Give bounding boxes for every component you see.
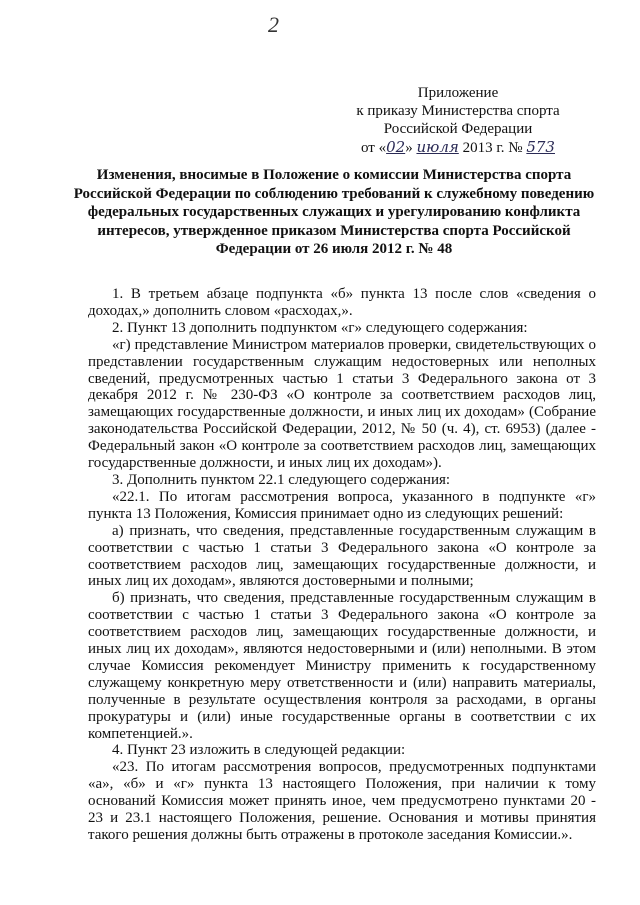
- document-body: [88, 286, 596, 844]
- paragraph-9: «23. По итогам рассмотрения вопросов, предусмотренных подпунктами «а», «б» и «г» пункта 13 настоящего Положения, при наличии к тому оснований Комиссия может принять иное, чем предусмотрено пунктами 20 - 23 и 23.1 настоящего Положения, решение. Основания и мотивы принятия такого решения должны быть отражены в протоколе заседания Комиссии.».: [88, 759, 596, 843]
- date-prefix: от «: [361, 140, 387, 156]
- appendix-line2: к приказу Министерства спорта: [356, 103, 560, 119]
- paragraph-3: «г) представление Министром материалов проверки, свидетельствующих о представлении государственным служащим недостоверных или неполных сведений, предусмотренных частью 1 статьи 3 Федерального закона от 3 декабря 2012 г. № 230-ФЗ «О контроле за соответствием расходов лиц, замещающих государственные должности, и иных лиц их доходам» (Собрание законодательства Российской Федерации, 2012, № 50 (ч. 4), ст. 6953) (далее - Федеральный закон «О контроле за соответствием расходов лиц, замещающих государственные должности, и иных лиц их доходам»).: [88, 336, 596, 472]
- appendix-line1: Приложение: [417, 85, 499, 101]
- handwritten-day: 02: [386, 138, 406, 156]
- paragraph-7: б) признать, что сведения, представленные государственным служащим в соответствии с частью 1 статьи 3 Федерального закона «О контроле за соответствием расходов лиц, замещающих государственные должности, и иных лиц их доходам», являются недостоверными и (или) неполными. В этом случае Комиссия рекомендует Министру применить к государственному служащему конкретную меру ответственности и (или) направить материалы, полученные в результате осуществления контроля за расходами, в органы прокуратуры и (или) иные государственные органы в соответствии с их компетенцией.».: [88, 590, 596, 742]
- paragraph-4: 3. Дополнить пунктом 22.1 следующего содержания:: [112, 471, 451, 488]
- appendix-date-line: [318, 138, 598, 157]
- handwritten-number: 573: [526, 138, 555, 156]
- year-part: 2013 г. №: [462, 140, 523, 156]
- appendix-block: [318, 84, 598, 157]
- date-mid: »: [405, 140, 413, 156]
- paragraph-5: «22.1. По итогам рассмотрения вопроса, указанного в подпункте «г» пункта 13 Положения, Комиссия принимает одно из следующих решений:: [88, 488, 596, 522]
- paragraph-2: 2. Пункт 13 дополнить подпунктом «г» следующего содержания:: [112, 319, 528, 336]
- document-title: Изменения, вносимые в Положение о комиссии Министерства спорта Российской Федерации по соблюдению требований к служебному поведению федеральных государственных служащих и урегулированию конфликта интересов, утвержденное приказом Министерства спорта Российской Федерации от 26 июля 2012 г. № 48: [73, 167, 595, 257]
- handwritten-month: июля: [416, 138, 459, 156]
- paragraph-8: 4. Пункт 23 изложить в следующей редакции:: [112, 742, 406, 759]
- paragraph-6: а) признать, что сведения, представленные государственным служащим в соответствии с частью 1 статьи 3 Федерального закона «О контроле за соответствием расходов лиц, замещающих государственные должности, и иных лиц их доходам», являются достоверными и полными;: [88, 522, 596, 590]
- paragraph-1: 1. В третьем абзаце подпункта «б» пункта 13 после слов «сведения о доходах,» дополнить словом «расходах,».: [88, 286, 596, 319]
- page-number: 2: [268, 12, 279, 37]
- appendix-line3: Российской Федерации: [383, 121, 533, 137]
